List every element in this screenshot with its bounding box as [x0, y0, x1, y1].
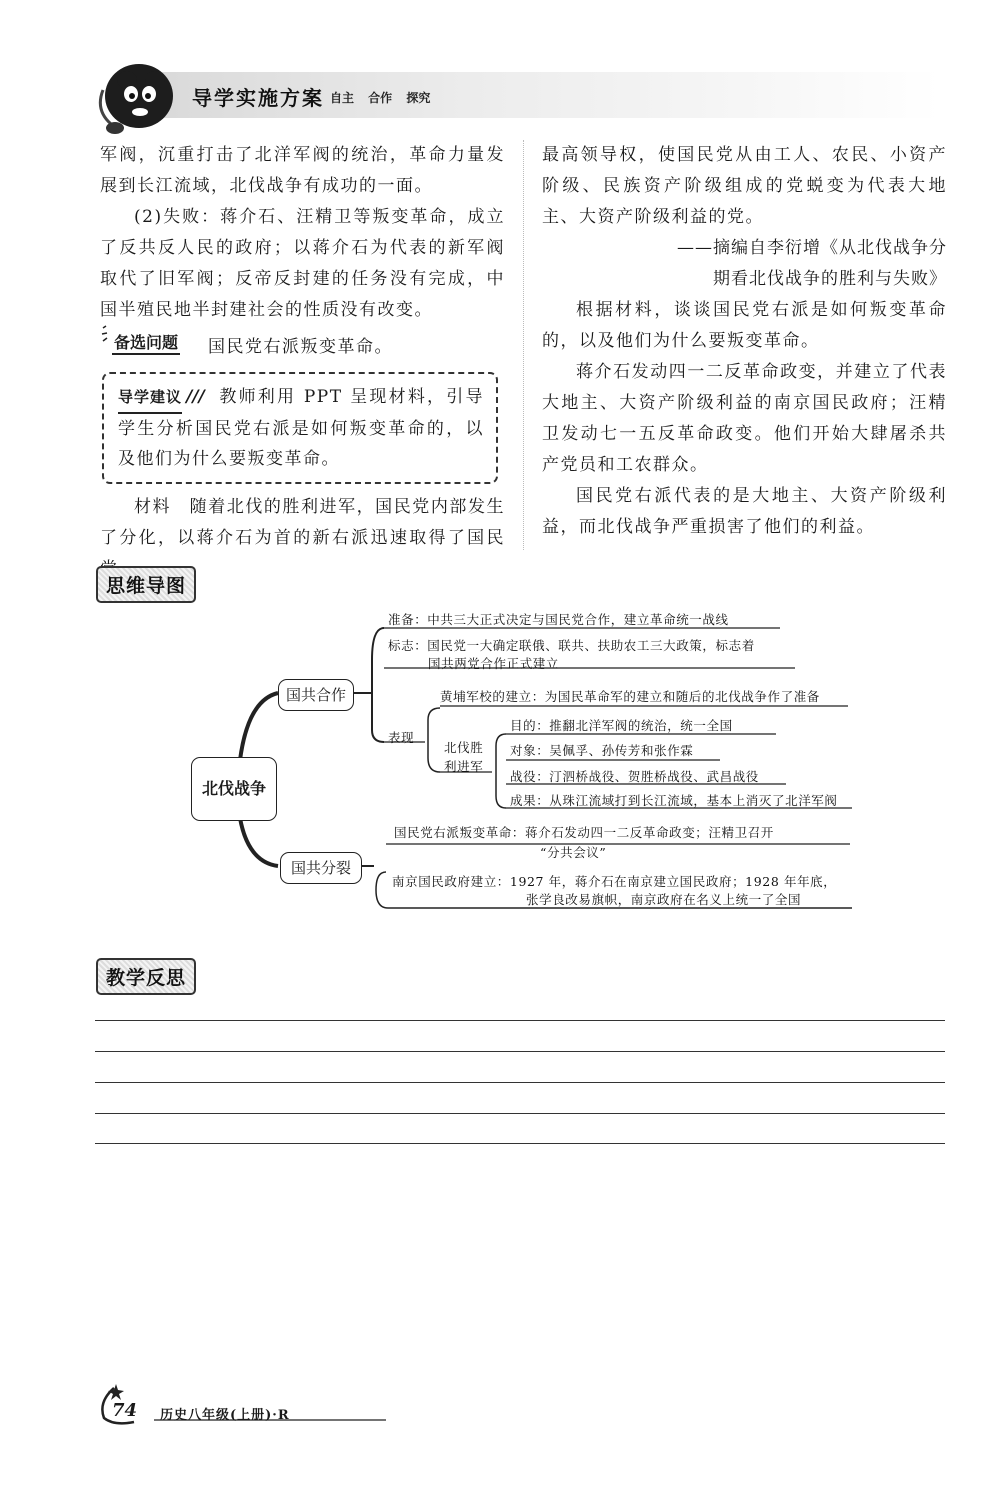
- node-result: 成果：从珠江流域打到长江流域，基本上消灭了北洋军阀: [510, 793, 838, 808]
- material-paragraph: 材料 随着北伐的胜利进军，国民党内部发生了分化，以蒋介石为首的新右派迅速取得了国民: [100, 497, 505, 548]
- branch-node-cooperation: 国共合作: [278, 679, 354, 711]
- node-target: 对象：吴佩孚、孙传芳和张作霖: [510, 743, 694, 758]
- header-title: 导学实施方案: [192, 86, 324, 110]
- header-subtitle: 自主 合作 探究: [330, 91, 431, 105]
- node-performance: 表现: [388, 730, 415, 745]
- reflection-label: 教学反思: [96, 958, 196, 995]
- question-paragraph: 根据材料，谈谈国民党右派是如何叛变革命的，以及他们为什么要叛变革命。: [542, 300, 947, 351]
- writing-line-2: [95, 1051, 945, 1052]
- citation-line-1: ——摘编自李衍增《从北伐战争分: [677, 238, 947, 258]
- node-goal: 目的：推翻北洋军阀的统治，统一全国: [510, 718, 733, 733]
- guide-label: 导学建议: [118, 382, 182, 414]
- branch-node-split: 国共分裂: [280, 852, 362, 884]
- node-whampoa: 黄埔军校的建立：为国民革命军的建立和随后的北伐战争作了准备: [440, 689, 820, 704]
- book-title: 历史八年级(上册)·R: [160, 1408, 290, 1423]
- answer-paragraph-1: 蒋介石发动四一二反革命政变，并建立了代表大地主、大资产阶级利益的南京国民政府；汪精卫发动七一五反革命政变。他们开始大肆屠杀共产党员和工农群众。: [542, 362, 947, 475]
- page-number: 74: [112, 1400, 138, 1421]
- node-nanjing-line-1: 南京国民政府建立：1927 年，蒋介石在南京建立国民政府；1928 年年底，: [392, 874, 837, 889]
- writing-line-3: [95, 1082, 945, 1083]
- answer-paragraph-2: 国民党右派代表的是大地主、大资产阶级利益，而北伐战争严重损害了他们的利益。: [542, 486, 947, 537]
- node-nanjing-line-2: 张学良改易旗帜，南京政府在名义上统一了全国: [526, 892, 802, 907]
- node-battles: 战役：汀泗桥战役、贺胜桥战役、武昌战役: [510, 769, 759, 784]
- alt-question-text: 国民党右派叛变革命。: [208, 337, 393, 357]
- root-node: 北伐战争: [191, 757, 277, 821]
- node-preparation: 准备：中共三大正式决定与国民党合作，建立革命统一战线: [388, 612, 729, 627]
- guide-slashes: ///: [186, 387, 205, 407]
- node-betrayal-line-1: 国民党右派叛变革命：蒋介石发动四一二反革命政变；汪精卫召开: [394, 825, 774, 840]
- alt-question-label: 备选问题: [112, 330, 180, 355]
- citation-line-2: 期看北伐战争的胜利与失败》: [713, 269, 947, 289]
- left-paragraph-2: (2)失败：蒋介石、汪精卫等叛变革命，成立了反共反人民的政府；以蒋介石为代表的新军阀取代了旧军阀；反帝反封建的任务没有完成，中国半殖民地半封建社会的性质没有改变。: [100, 207, 505, 320]
- writing-line-4: [95, 1113, 945, 1114]
- writing-line-5: [95, 1143, 945, 1144]
- node-sign-line-1: 标志：国民党一大确定联俄、联共、扶助农工三大政策，标志着: [388, 638, 755, 653]
- right-paragraph-1: 最高领导权，使国民党从由工人、农民、小资产阶级、民族资产阶级组成的党蜕变为代表大地主、大资产阶级利益的党。: [542, 145, 947, 227]
- node-sign-line-2: 国共两党合作正式建立: [428, 656, 560, 671]
- node-victory-line-2: 利进军: [444, 759, 484, 774]
- node-betrayal-line-2: “分共会议”: [540, 845, 607, 860]
- writing-line-1: [95, 1020, 945, 1021]
- node-victory-line-1: 北伐胜: [444, 740, 484, 755]
- mind-map-label: 思维导图: [96, 566, 196, 603]
- guide-text: 教师利用 PPT 呈现材料，引导学生分析国民党右派是如何叛变革命的，以及他们为什么要叛变革命。: [118, 387, 484, 469]
- left-paragraph-1: 军阀，沉重打击了北洋军阀的统治，革命力量发展到长江流域，北伐战争有成功的一面。: [100, 145, 505, 196]
